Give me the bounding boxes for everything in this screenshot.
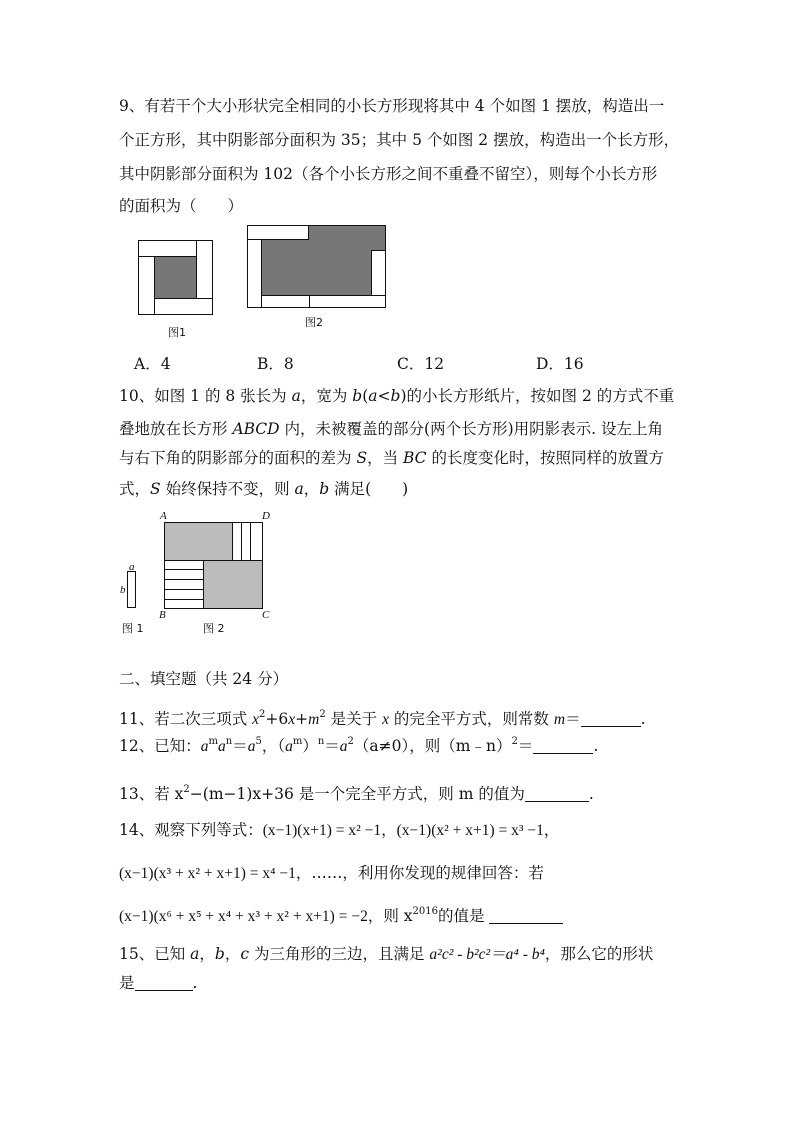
q12-answer-blank[interactable] (533, 737, 593, 754)
q10-vertex-d: D (262, 510, 270, 522)
q15-line-1: 15、已知 a，b，c 为三角形的三边，且满足 a²c² - b²c²＝a⁴ - b⁴，那么它的形状 (119, 945, 654, 963)
q10-line-1: 10、如图 1 的 8 张长为 a，宽为 b(a<b)的小长方形纸片，按如图 2 的方式不重 (119, 387, 675, 405)
q10-fig1-label-b: b (120, 584, 126, 596)
q9-line-3: 其中阴影部分面积为 102（各个小长方形之间不重叠不留空），则每个小长方形 (119, 165, 658, 183)
q11-line: 11、若二次三项式 $x^2+6x+m^2$ 是关于 x 的完全平方式，则常数 m＝ . (119, 709, 646, 728)
q9-line-1: 9、有若干个大小形状完全相同的小长方形现将其中 4 个如图 1 摆放，构造出一 (119, 97, 665, 115)
q9-option-c[interactable]: C．12 (397, 355, 445, 373)
q10-vertex-b: B (159, 609, 166, 621)
q9-figure-1 (138, 240, 214, 316)
q10-figure-2-rectangle (164, 522, 264, 610)
q9-fig1-caption: 图1 (168, 326, 186, 339)
q10-vertex-a: A (160, 510, 167, 522)
q13-line: 13、若 $x^2-(m-1)x+36$ 是一个完全平方式，则 m 的值为 . (119, 784, 594, 803)
q10-vertex-c: C (262, 609, 270, 621)
q15-line-2: 是 . (119, 974, 198, 992)
q15-answer-blank[interactable] (135, 974, 193, 991)
q9-option-d[interactable]: D．16 (536, 355, 584, 373)
q10-fig1-caption: 图 1 (122, 622, 144, 635)
q10-figure-1-strip (127, 571, 137, 609)
q10-line-3: 与右下角的阴影部分的面积的差为 S，当 BC 的长度变化时，按照同样的放置方 (119, 449, 664, 467)
q9-option-b[interactable]: B．8 (257, 355, 294, 373)
q14-line-2: (x−1)(x³ + x² + x+1) = x⁴ −1，……，利用你发现的规律回答：若 (119, 864, 544, 882)
q13-answer-blank[interactable] (525, 785, 589, 802)
q12-line: 12、已知：$a^ma^n=a^5$，$(a^m)^n=a^2(a\ne 0)$，则（m﹣n）$^2$＝ . (119, 736, 599, 755)
q14-line-1: 14、观察下列等式：(x−1)(x+1) = x² −1，(x−1)(x² + x+1) = x³ −1， (119, 821, 560, 839)
q9-line-2: 个正方形，其中阴影部分面积为 35；其中 5 个如图 2 摆放，构造出一个长方形， (119, 131, 680, 149)
q9-line-4: 的面积为（ ） (119, 197, 244, 215)
q10-fig1-label-a: a (129, 561, 135, 573)
q10-line-4: 式，S 始终保持不变，则 a，b 满足( ) (119, 480, 409, 498)
q11-answer-blank[interactable] (581, 710, 641, 727)
q14-line-3: (x−1)(x⁶ + x⁵ + x⁴ + x³ + x² + x+1) = −2，则 $x^{2016}$的值是 (119, 905, 563, 928)
q10-line-2: 叠地放在长方形 ABCD 内，未被覆盖的部分(两个长方形)用阴影表示. 设左上角 (119, 420, 663, 438)
q14-answer-blank[interactable] (489, 907, 563, 924)
q10-fig2-caption: 图 2 (203, 622, 225, 635)
section-2-title: 二、填空题（共 24 分） (119, 670, 289, 688)
q9-option-a[interactable]: A．4 (134, 355, 171, 373)
q9-fig2-caption: 图2 (305, 316, 323, 329)
q9-figure-2 (247, 225, 387, 309)
